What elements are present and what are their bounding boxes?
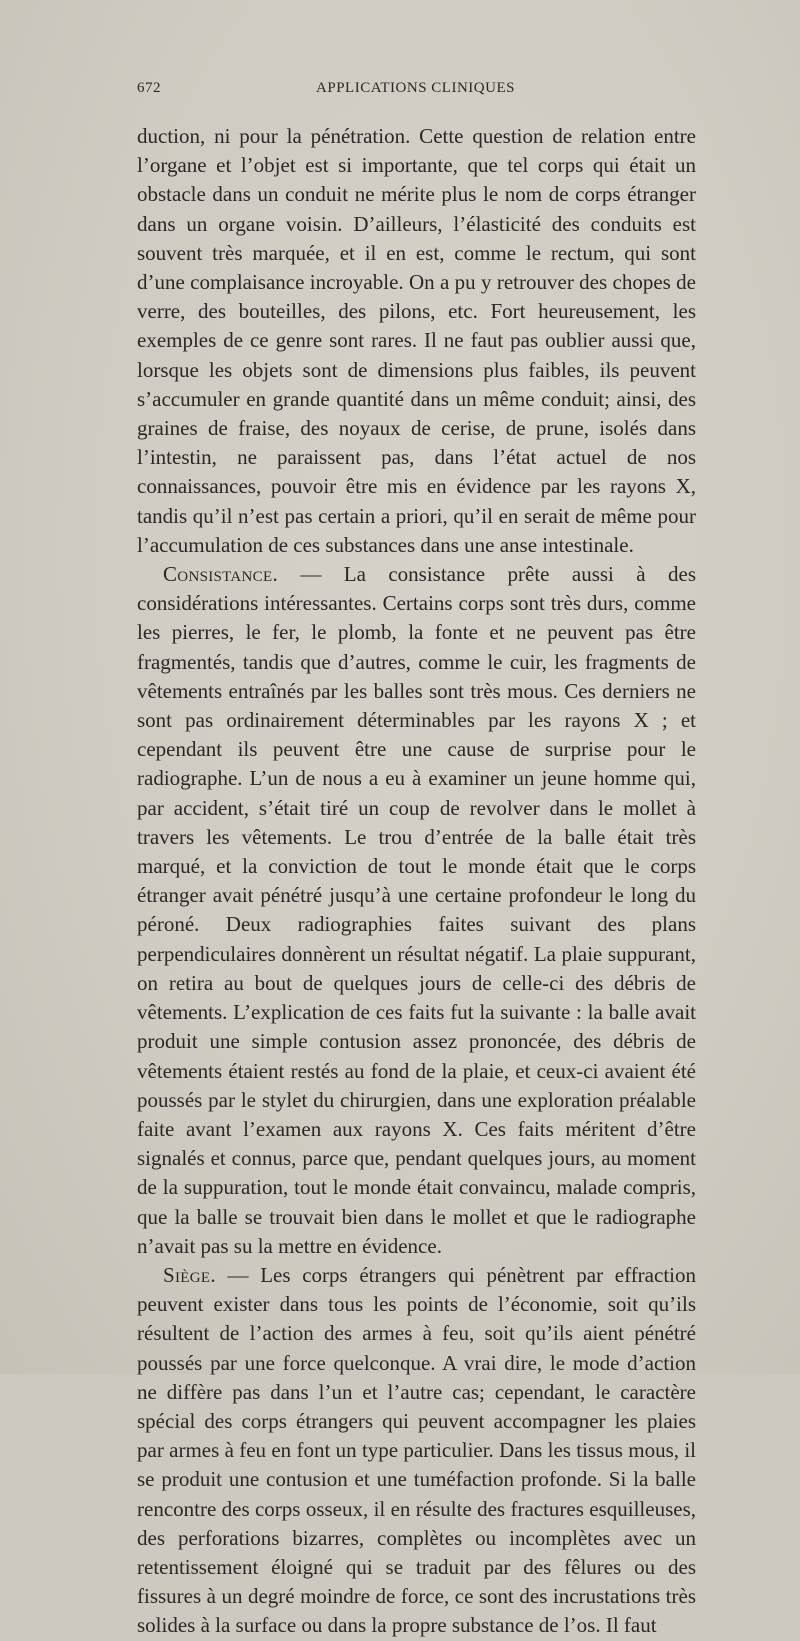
page-number: 672 <box>137 80 161 96</box>
section-heading-siege: Siège. <box>163 1262 216 1287</box>
page-header <box>137 80 694 106</box>
paragraph-text: duction, ni pour la pénétration. Cette question de relation entre l’organe et l’objet est si importante, que tel corps qui était un obstacle dans un conduit ne mérite plus le nom de corps étranger dans un organe voisin. D’ailleurs, l’élasticité des conduits est souvent très marquée, et il en est, comme le rectum, qui sont d’une complaisance incroyable. On a pu y retrouver des chopes de verre, des bouteilles, des pilons, etc. Fort heureusement, les exemples de ce genre sont rares. Il ne faut pas oublier aussi que, lorsque les objets sont de dimensions plus faibles, ils peuvent s’accumuler en grande quantité dans un même conduit; ainsi, des graines de fraise, des noyaux de cerise, de prune, isolés dans l’intestin, ne paraissent pas, dans l’état actuel de nos connaissances, pouvoir être mis en évidence par les rayons X, tandis qu’il n’est pas certain a priori, qu’il en serait de même pour l’accumulation de ces substances dans une anse intestinale. <box>137 124 696 557</box>
body-text <box>137 122 696 1641</box>
running-title: APPLICATIONS CLINIQUES <box>316 80 515 96</box>
section-heading-consistance: Consistance. <box>163 562 278 587</box>
paragraph-siege <box>137 1261 696 1641</box>
paragraph-consistance <box>137 560 696 1261</box>
paragraph-text: — La consistance prête aussi à des considérations intéressantes. Certains corps sont très durs, comme les pierres, le fer, le plomb, la fonte et ne peuvent pas être fragmentés, tandis que d’autres, comme le cuir, les fragments de vêtements entraînés par les balles sont très mous. Ces derniers ne sont pas ordinairement déterminables par les rayons X ; et cependant ils peuvent être une cause de surprise pour le radiographe. L’un de nous a eu à examiner un jeune homme qui, par accident, s’était tiré un coup de revolver dans le mollet à travers les vêtements. Le trou d’entrée de la balle était très marqué, et la conviction de tout le monde était que le corps étranger avait pénétré jusqu’à une certaine profondeur le long du péroné. Deux radiographies faites suivant des plans perpendiculaires donnèrent un résultat négatif. La plaie suppurant, on retira au bout de quelques jours de celle-ci des débris de vêtements. L’explication de ces faits fut la suivante : la balle avait produit une simple contusion assez prononcée, des débris de vêtements étaient restés au fond de la plaie, et ceux-ci avaient été poussés par le stylet du chirurgien, dans une exploration préalable faite avant l’examen aux rayons X. Ces faits méritent d’être signalés et connus, parce que, pendant quelques jours, au moment de la suppuration, tout le monde était convaincu, malade compris, que la balle se trouvait bien dans le mollet et que le radiographe n’avait pas su la mettre en évidence. <box>137 562 696 1258</box>
paragraph-text: — Les corps étrangers qui pénètrent par effraction peuvent exister dans tous les points de l’économie, soit qu’ils résultent de l’action des armes à feu, soit qu’ils aient pénétré poussés par une force quelconque. A vrai dire, le mode d’action ne diffère pas dans l’un et l’autre cas; cependant, le caractère spécial des corps étrangers qui peuvent accompagner les plaies par armes à feu en font un type particulier. Dans les tissus mous, il se produit une contusion et une tuméfaction profonde. Si la balle rencontre des corps osseux, il en résulte des fractures esquilleuses, des perforations bizarres, complètes ou incomplètes avec un retentissement éloigné qui se traduit par des fêlures ou des fissures à un degré moindre de force, ce sont des incrustations très solides à la surface ou dans la propre substance de l’os. Il faut <box>137 1262 696 1638</box>
paragraph-continuation <box>137 122 696 560</box>
